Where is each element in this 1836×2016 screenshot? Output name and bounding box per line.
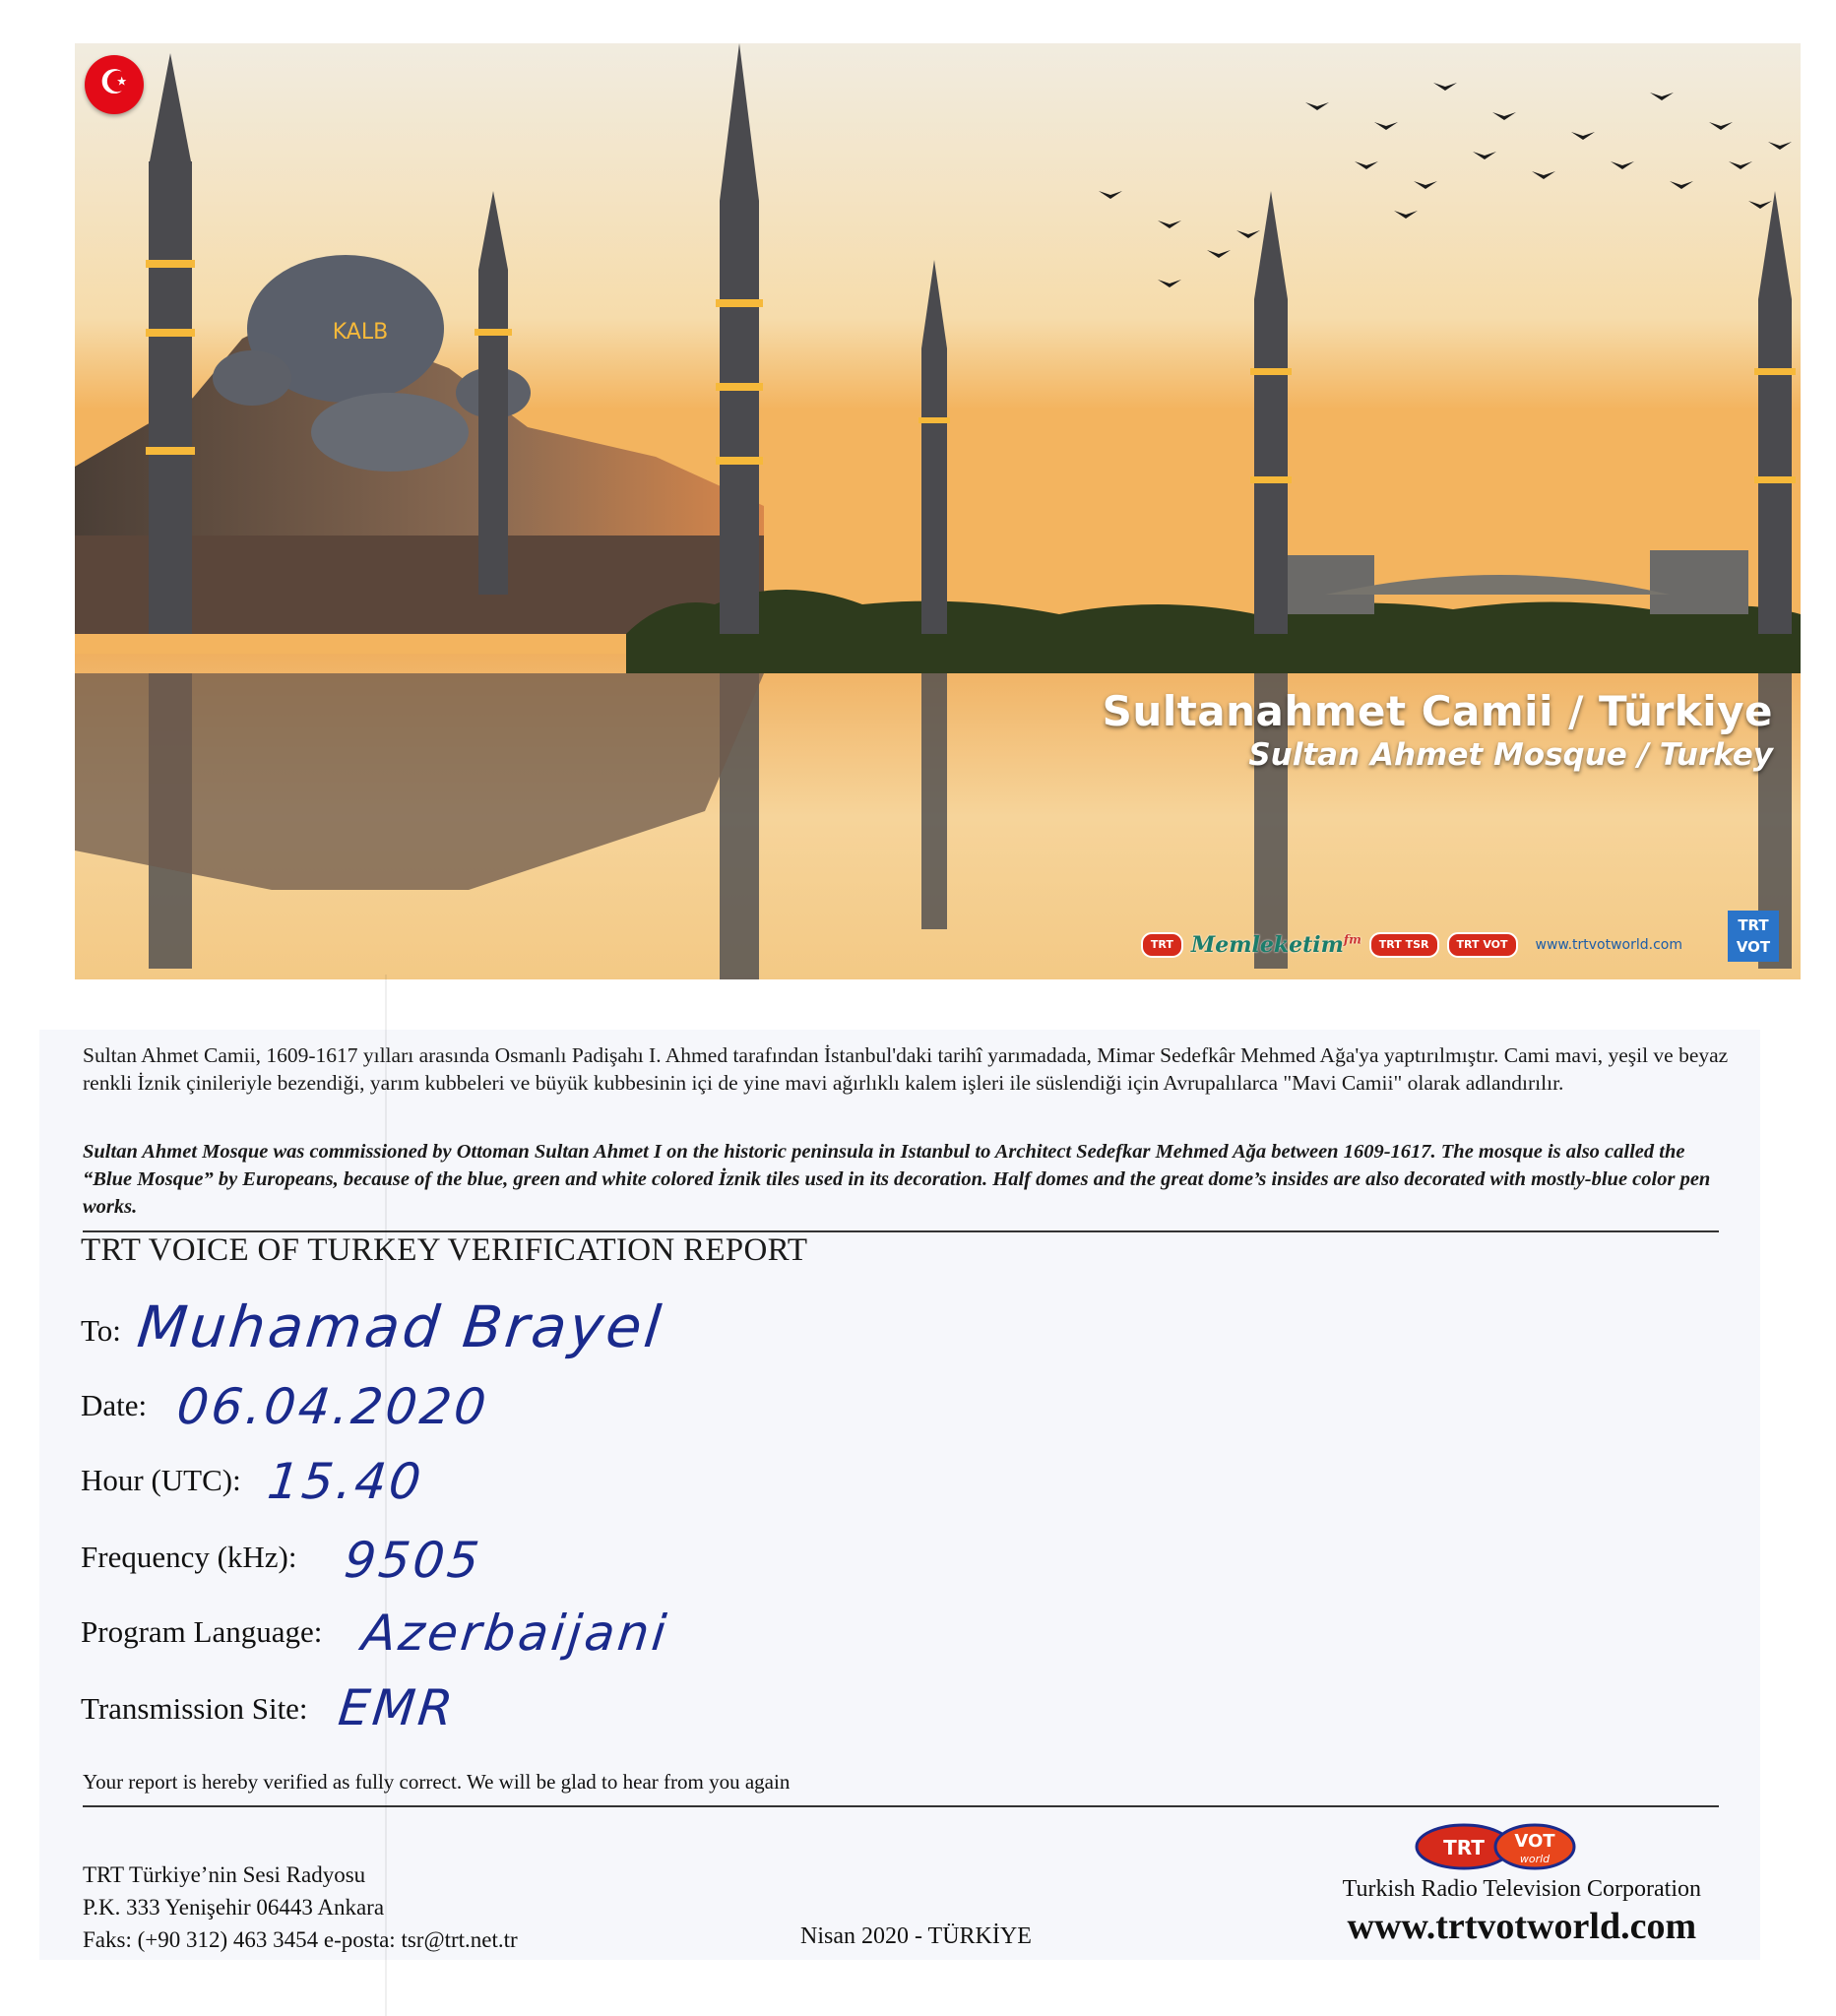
divider-bottom: [83, 1805, 1719, 1807]
caption-turkish: Sultanahmet Camii / Türkiye: [1102, 687, 1773, 735]
corporation-url: www.trtvotworld.com: [1347, 1906, 1697, 1947]
hour-label: Hour (UTC):: [81, 1463, 241, 1497]
svg-text:VOT: VOT: [1514, 1831, 1555, 1852]
to-label: To:: [81, 1313, 121, 1348]
corporation-name: Turkish Radio Television Corporation: [1342, 1876, 1701, 1902]
caption-english: Sultan Ahmet Mosque / Turkey: [1248, 737, 1773, 773]
date-value: 06.04.2020: [173, 1378, 492, 1435]
language-value: Azerbaijani: [358, 1605, 672, 1662]
description-turkish: Sultan Ahmet Camii, 1609-1617 yılları arasında Osmanlı Padişahı I. Ahmed tarafından İstanbul'daki tarihî yarımadada, Mimar Sedefkâr Mehmed Ağa'ya yaptırılmıştır. Cami mavi, yeşil ve beyaz renkli İznik çinileriyle bezendiği, yarım kubbeleri ve büyük kubbesinin içi de yine mavi ağırlıklı kalem işleri ile süslendiği için Avrupalılarca "Mavi Camii" olarak adlandırılır.: [83, 1043, 1729, 1095]
memleketim-logo: Memleketim$^{fm}$: [1190, 932, 1361, 958]
postcard-photo: [75, 43, 1801, 979]
svg-text:world: world: [1519, 1853, 1551, 1865]
description-english: Sultan Ahmet Mosque was commissioned by Ottoman Sultan Ahmet I on the historic peninsula in Istanbul to Architect Sedefkar Mehmed Ağa between 1609-1617. The mosque is also called the “Blue Mosque” by Europeans, because of the blue, green and white colored İznik tiles used in its decoration. Half domes and the great dome’s insides are also decorated with mostly-blue color pen works.: [83, 1141, 1711, 1218]
issue-date: Nisan 2020 - TÜRKİYE: [800, 1923, 1032, 1949]
frequency-label: Frequency (kHz):: [81, 1540, 297, 1574]
station-address: [83, 1858, 518, 1956]
scan-fold-line: [385, 975, 387, 2016]
language-label: Program Language:: [81, 1614, 323, 1649]
mosque-illustration: [75, 43, 1801, 979]
website-url: www.trtvotworld.com: [1535, 937, 1682, 953]
dome-lights-text: KALB: [332, 320, 389, 345]
hour-value: 15.40: [264, 1453, 427, 1510]
photo-caption: [1103, 687, 1773, 773]
trt-tsr-logo: TRT TSR: [1369, 932, 1439, 958]
to-value: Muhamad Brayel: [134, 1293, 667, 1360]
verification-statement: Your report is hereby verified as fully correct. We will be glad to hear from you again: [83, 1770, 791, 1794]
trt-logo: TRT: [1141, 932, 1183, 958]
frequency-value: 9505: [341, 1532, 485, 1589]
corporation-block: [1343, 1876, 1701, 1948]
verification-report: [39, 1030, 1760, 1960]
report-title: TRT VOICE OF TURKEY VERIFICATION REPORT: [81, 1232, 808, 1268]
address-line-2: P.K. 333 Yenişehir 06443 Ankara: [83, 1895, 385, 1920]
transmission-site-value: EMR: [335, 1679, 459, 1736]
date-label: Date:: [81, 1388, 148, 1422]
broadcaster-logos: [1141, 932, 1682, 958]
address-line-1: TRT Türkiye’nin Sesi Radyosu: [83, 1862, 366, 1887]
trt-vot-world-logo: [1415, 1821, 1592, 1872]
trt-vot-logo: TRT VOT: [1447, 932, 1518, 958]
transmission-site-label: Transmission Site:: [81, 1691, 308, 1726]
svg-text:TRT: TRT: [1443, 1836, 1485, 1859]
crescent-star-icon: ☪: [98, 63, 130, 102]
turkish-flag-icon: [85, 55, 144, 114]
address-line-3: Faks: (+90 312) 463 3454 e-posta: tsr@trt.net.tr: [83, 1927, 518, 1952]
trt-vot-badge: TRT VOT: [1728, 911, 1779, 962]
